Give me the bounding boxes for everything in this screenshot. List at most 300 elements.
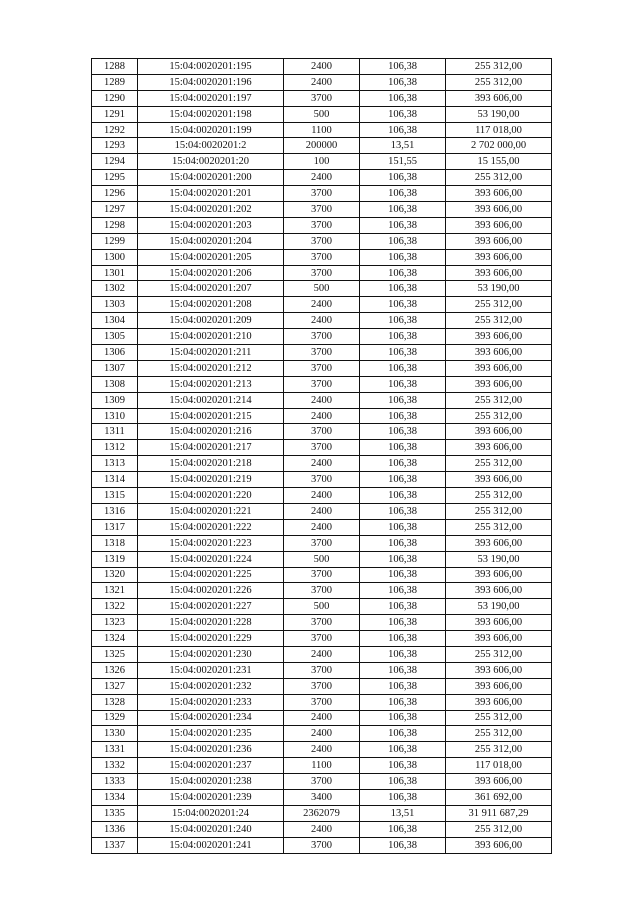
- table-row: [92, 726, 552, 742]
- table-row: [92, 233, 552, 249]
- rate-cell: 106,38: [360, 535, 446, 551]
- cadastral-number-cell: 15:04:0020201:209: [138, 313, 284, 329]
- area-cell: 2400: [284, 519, 360, 535]
- table-row: [92, 440, 552, 456]
- cadastral-number-cell: 15:04:0020201:226: [138, 583, 284, 599]
- area-cell: 3700: [284, 631, 360, 647]
- rate-cell: 106,38: [360, 408, 446, 424]
- cadastral-value-cell: 393 606,00: [446, 837, 552, 853]
- table-row: [92, 456, 552, 472]
- cadastral-number-cell: 15:04:0020201:223: [138, 535, 284, 551]
- row-number-cell: 1294: [92, 154, 138, 170]
- cadastral-value-cell: 255 312,00: [446, 408, 552, 424]
- area-cell: 2400: [284, 503, 360, 519]
- row-number-cell: 1321: [92, 583, 138, 599]
- area-cell: 500: [284, 551, 360, 567]
- rate-cell: 106,38: [360, 59, 446, 75]
- cadastral-number-cell: 15:04:0020201:240: [138, 821, 284, 837]
- area-cell: 2400: [284, 313, 360, 329]
- table-row: [92, 631, 552, 647]
- row-number-cell: 1288: [92, 59, 138, 75]
- rate-cell: 106,38: [360, 472, 446, 488]
- area-cell: 3700: [284, 217, 360, 233]
- cadastral-number-cell: 15:04:0020201:214: [138, 392, 284, 408]
- cadastral-number-cell: 15:04:0020201:198: [138, 106, 284, 122]
- row-number-cell: 1315: [92, 488, 138, 504]
- cadastral-number-cell: 15:04:0020201:199: [138, 122, 284, 138]
- cadastral-value-cell: 15 155,00: [446, 154, 552, 170]
- area-cell: 2400: [284, 456, 360, 472]
- row-number-cell: 1335: [92, 805, 138, 821]
- rate-cell: 106,38: [360, 488, 446, 504]
- table-row: [92, 154, 552, 170]
- cadastral-number-cell: 15:04:0020201:207: [138, 281, 284, 297]
- area-cell: 3700: [284, 424, 360, 440]
- cadastral-value-cell: 255 312,00: [446, 74, 552, 90]
- table-row: [92, 742, 552, 758]
- area-cell: 2400: [284, 821, 360, 837]
- cadastral-number-cell: 15:04:0020201:211: [138, 345, 284, 361]
- cadastral-value-cell: 2 702 000,00: [446, 138, 552, 154]
- area-cell: 2400: [284, 646, 360, 662]
- row-number-cell: 1304: [92, 313, 138, 329]
- rate-cell: 106,38: [360, 440, 446, 456]
- cadastral-value-cell: 393 606,00: [446, 774, 552, 790]
- area-cell: 1100: [284, 758, 360, 774]
- row-number-cell: 1318: [92, 535, 138, 551]
- row-number-cell: 1299: [92, 233, 138, 249]
- area-cell: 3700: [284, 329, 360, 345]
- cadastral-value-cell: 255 312,00: [446, 297, 552, 313]
- rate-cell: 106,38: [360, 249, 446, 265]
- cadastral-value-cell: 255 312,00: [446, 456, 552, 472]
- row-number-cell: 1328: [92, 694, 138, 710]
- area-cell: 2400: [284, 408, 360, 424]
- cadastral-value-cell: 393 606,00: [446, 249, 552, 265]
- rate-cell: 151,55: [360, 154, 446, 170]
- row-number-cell: 1331: [92, 742, 138, 758]
- area-cell: 2400: [284, 392, 360, 408]
- cadastral-value-cell: 393 606,00: [446, 440, 552, 456]
- rate-cell: 106,38: [360, 186, 446, 202]
- rate-cell: 106,38: [360, 615, 446, 631]
- area-cell: 3700: [284, 345, 360, 361]
- table-row: [92, 217, 552, 233]
- row-number-cell: 1306: [92, 345, 138, 361]
- area-cell: 2400: [284, 74, 360, 90]
- table-row: [92, 519, 552, 535]
- cadastral-value-cell: 393 606,00: [446, 186, 552, 202]
- cadastral-value-cell: 393 606,00: [446, 265, 552, 281]
- table-row: [92, 281, 552, 297]
- row-number-cell: 1298: [92, 217, 138, 233]
- cadastral-value-cell: 393 606,00: [446, 631, 552, 647]
- cadastral-value-cell: 255 312,00: [446, 59, 552, 75]
- cadastral-value-cell: 255 312,00: [446, 726, 552, 742]
- table-row: [92, 694, 552, 710]
- row-number-cell: 1292: [92, 122, 138, 138]
- cadastral-value-cell: 393 606,00: [446, 329, 552, 345]
- rate-cell: 106,38: [360, 74, 446, 90]
- cadastral-value-cell: 53 190,00: [446, 106, 552, 122]
- cadastral-value-cell: 393 606,00: [446, 202, 552, 218]
- cadastral-value-cell: 255 312,00: [446, 488, 552, 504]
- table-row: [92, 805, 552, 821]
- area-cell: 2400: [284, 710, 360, 726]
- cadastral-number-cell: 15:04:0020201:202: [138, 202, 284, 218]
- cadastral-number-cell: 15:04:0020201:205: [138, 249, 284, 265]
- rate-cell: 106,38: [360, 662, 446, 678]
- cadastral-number-cell: 15:04:0020201:227: [138, 599, 284, 615]
- table-row: [92, 392, 552, 408]
- cadastral-value-cell: 393 606,00: [446, 424, 552, 440]
- rate-cell: 106,38: [360, 694, 446, 710]
- table-row: [92, 710, 552, 726]
- cadastral-number-cell: 15:04:0020201:2: [138, 138, 284, 154]
- rate-cell: 106,38: [360, 392, 446, 408]
- area-cell: 500: [284, 599, 360, 615]
- cadastral-value-cell: 255 312,00: [446, 646, 552, 662]
- row-number-cell: 1297: [92, 202, 138, 218]
- table-row: [92, 106, 552, 122]
- cadastral-value-cell: 393 606,00: [446, 662, 552, 678]
- cadastral-number-cell: 15:04:0020201:239: [138, 789, 284, 805]
- row-number-cell: 1333: [92, 774, 138, 790]
- row-number-cell: 1325: [92, 646, 138, 662]
- cadastral-value-cell: 393 606,00: [446, 376, 552, 392]
- row-number-cell: 1323: [92, 615, 138, 631]
- rate-cell: 106,38: [360, 233, 446, 249]
- rate-cell: 106,38: [360, 567, 446, 583]
- table-row: [92, 535, 552, 551]
- table-row: [92, 789, 552, 805]
- cadastral-number-cell: 15:04:0020201:213: [138, 376, 284, 392]
- table-row: [92, 297, 552, 313]
- row-number-cell: 1308: [92, 376, 138, 392]
- table-row: [92, 74, 552, 90]
- table-row: [92, 265, 552, 281]
- area-cell: 3700: [284, 376, 360, 392]
- cadastral-number-cell: 15:04:0020201:197: [138, 90, 284, 106]
- row-number-cell: 1311: [92, 424, 138, 440]
- cadastral-number-cell: 15:04:0020201:24: [138, 805, 284, 821]
- cadastral-value-cell: 255 312,00: [446, 519, 552, 535]
- cadastral-number-cell: 15:04:0020201:196: [138, 74, 284, 90]
- cadastral-value-cell: 117 018,00: [446, 758, 552, 774]
- cadastral-value-cell: 255 312,00: [446, 503, 552, 519]
- area-cell: 3700: [284, 678, 360, 694]
- cadastral-number-cell: 15:04:0020201:219: [138, 472, 284, 488]
- table-row: [92, 567, 552, 583]
- row-number-cell: 1305: [92, 329, 138, 345]
- rate-cell: 106,38: [360, 726, 446, 742]
- table-row: [92, 408, 552, 424]
- row-number-cell: 1290: [92, 90, 138, 106]
- cadastral-value-cell: 117 018,00: [446, 122, 552, 138]
- rate-cell: 106,38: [360, 742, 446, 758]
- cadastral-number-cell: 15:04:0020201:208: [138, 297, 284, 313]
- rate-cell: 106,38: [360, 646, 446, 662]
- cadastral-number-cell: 15:04:0020201:231: [138, 662, 284, 678]
- table-row: [92, 599, 552, 615]
- row-number-cell: 1316: [92, 503, 138, 519]
- area-cell: 3700: [284, 662, 360, 678]
- table-row: [92, 329, 552, 345]
- area-cell: 3700: [284, 90, 360, 106]
- cadastral-number-cell: 15:04:0020201:230: [138, 646, 284, 662]
- row-number-cell: 1337: [92, 837, 138, 853]
- rate-cell: 106,38: [360, 678, 446, 694]
- table-row: [92, 249, 552, 265]
- cadastral-number-cell: 15:04:0020201:221: [138, 503, 284, 519]
- table-row: [92, 122, 552, 138]
- area-cell: 2400: [284, 488, 360, 504]
- cadastral-value-cell: 393 606,00: [446, 694, 552, 710]
- rate-cell: 106,38: [360, 631, 446, 647]
- area-cell: 3700: [284, 837, 360, 853]
- table-row: [92, 202, 552, 218]
- rate-cell: 106,38: [360, 265, 446, 281]
- cadastral-value-cell: 393 606,00: [446, 535, 552, 551]
- cadastral-number-cell: 15:04:0020201:233: [138, 694, 284, 710]
- row-number-cell: 1320: [92, 567, 138, 583]
- cadastral-number-cell: 15:04:0020201:235: [138, 726, 284, 742]
- cadastral-value-cell: 393 606,00: [446, 345, 552, 361]
- area-cell: 3700: [284, 535, 360, 551]
- row-number-cell: 1289: [92, 74, 138, 90]
- row-number-cell: 1309: [92, 392, 138, 408]
- area-cell: 3700: [284, 774, 360, 790]
- row-number-cell: 1327: [92, 678, 138, 694]
- table-row: [92, 503, 552, 519]
- rate-cell: 106,38: [360, 583, 446, 599]
- rate-cell: 106,38: [360, 456, 446, 472]
- cadastral-number-cell: 15:04:0020201:225: [138, 567, 284, 583]
- table-row: [92, 821, 552, 837]
- cadastral-number-cell: 15:04:0020201:238: [138, 774, 284, 790]
- table-row: [92, 583, 552, 599]
- rate-cell: 106,38: [360, 710, 446, 726]
- cadastral-number-cell: 15:04:0020201:216: [138, 424, 284, 440]
- cadastral-value-cell: 53 190,00: [446, 599, 552, 615]
- area-cell: 1100: [284, 122, 360, 138]
- rate-cell: 106,38: [360, 202, 446, 218]
- rate-cell: 106,38: [360, 313, 446, 329]
- cadastral-value-cell: 361 692,00: [446, 789, 552, 805]
- area-cell: 3700: [284, 472, 360, 488]
- cadastral-number-cell: 15:04:0020201:228: [138, 615, 284, 631]
- table-row: [92, 662, 552, 678]
- cadastral-number-cell: 15:04:0020201:210: [138, 329, 284, 345]
- area-cell: 100: [284, 154, 360, 170]
- rate-cell: 106,38: [360, 774, 446, 790]
- cadastral-number-cell: 15:04:0020201:200: [138, 170, 284, 186]
- area-cell: 2400: [284, 726, 360, 742]
- area-cell: 3700: [284, 360, 360, 376]
- cadastral-number-cell: 15:04:0020201:217: [138, 440, 284, 456]
- table-row: [92, 758, 552, 774]
- rate-cell: 106,38: [360, 599, 446, 615]
- table-row: [92, 488, 552, 504]
- table-row: [92, 551, 552, 567]
- area-cell: 2362079: [284, 805, 360, 821]
- row-number-cell: 1300: [92, 249, 138, 265]
- table-row: [92, 138, 552, 154]
- cadastral-number-cell: 15:04:0020201:201: [138, 186, 284, 202]
- table-row: [92, 678, 552, 694]
- table-row: [92, 345, 552, 361]
- rate-cell: 13,51: [360, 138, 446, 154]
- rate-cell: 106,38: [360, 519, 446, 535]
- row-number-cell: 1336: [92, 821, 138, 837]
- row-number-cell: 1329: [92, 710, 138, 726]
- rate-cell: 106,38: [360, 106, 446, 122]
- cadastral-value-cell: 393 606,00: [446, 90, 552, 106]
- cadastral-value-table: [91, 58, 552, 854]
- area-cell: 3400: [284, 789, 360, 805]
- rate-cell: 106,38: [360, 758, 446, 774]
- cadastral-number-cell: 15:04:0020201:241: [138, 837, 284, 853]
- table-body: [92, 59, 552, 854]
- cadastral-value-cell: 393 606,00: [446, 678, 552, 694]
- row-number-cell: 1317: [92, 519, 138, 535]
- cadastral-number-cell: 15:04:0020201:206: [138, 265, 284, 281]
- area-cell: 3700: [284, 567, 360, 583]
- cadastral-number-cell: 15:04:0020201:212: [138, 360, 284, 376]
- table-row: [92, 376, 552, 392]
- cadastral-value-cell: 255 312,00: [446, 710, 552, 726]
- area-cell: 500: [284, 106, 360, 122]
- table-row: [92, 186, 552, 202]
- cadastral-number-cell: 15:04:0020201:204: [138, 233, 284, 249]
- row-number-cell: 1322: [92, 599, 138, 615]
- table-row: [92, 615, 552, 631]
- rate-cell: 13,51: [360, 805, 446, 821]
- area-cell: 2400: [284, 742, 360, 758]
- rate-cell: 106,38: [360, 837, 446, 853]
- cadastral-number-cell: 15:04:0020201:222: [138, 519, 284, 535]
- cadastral-number-cell: 15:04:0020201:218: [138, 456, 284, 472]
- cadastral-value-cell: 393 606,00: [446, 583, 552, 599]
- row-number-cell: 1334: [92, 789, 138, 805]
- rate-cell: 106,38: [360, 424, 446, 440]
- area-cell: 3700: [284, 440, 360, 456]
- cadastral-number-cell: 15:04:0020201:234: [138, 710, 284, 726]
- cadastral-number-cell: 15:04:0020201:229: [138, 631, 284, 647]
- area-cell: 2400: [284, 297, 360, 313]
- rate-cell: 106,38: [360, 297, 446, 313]
- cadastral-value-cell: 255 312,00: [446, 392, 552, 408]
- area-cell: 3700: [284, 233, 360, 249]
- cadastral-value-cell: 53 190,00: [446, 551, 552, 567]
- cadastral-number-cell: 15:04:0020201:203: [138, 217, 284, 233]
- table-row: [92, 424, 552, 440]
- rate-cell: 106,38: [360, 821, 446, 837]
- rate-cell: 106,38: [360, 217, 446, 233]
- rate-cell: 106,38: [360, 170, 446, 186]
- area-cell: 3700: [284, 615, 360, 631]
- area-cell: 500: [284, 281, 360, 297]
- cadastral-value-cell: 393 606,00: [446, 360, 552, 376]
- row-number-cell: 1324: [92, 631, 138, 647]
- area-cell: 2400: [284, 170, 360, 186]
- cadastral-number-cell: 15:04:0020201:224: [138, 551, 284, 567]
- cadastral-number-cell: 15:04:0020201:220: [138, 488, 284, 504]
- cadastral-value-cell: 393 606,00: [446, 567, 552, 583]
- area-cell: 3700: [284, 265, 360, 281]
- table-row: [92, 170, 552, 186]
- table-row: [92, 360, 552, 376]
- cadastral-value-cell: 393 606,00: [446, 472, 552, 488]
- row-number-cell: 1301: [92, 265, 138, 281]
- cadastral-value-cell: 255 312,00: [446, 170, 552, 186]
- cadastral-number-cell: 15:04:0020201:20: [138, 154, 284, 170]
- table-row: [92, 837, 552, 853]
- cadastral-value-cell: 53 190,00: [446, 281, 552, 297]
- area-cell: 200000: [284, 138, 360, 154]
- rate-cell: 106,38: [360, 329, 446, 345]
- area-cell: 3700: [284, 583, 360, 599]
- rate-cell: 106,38: [360, 122, 446, 138]
- rate-cell: 106,38: [360, 376, 446, 392]
- rate-cell: 106,38: [360, 281, 446, 297]
- cadastral-number-cell: 15:04:0020201:195: [138, 59, 284, 75]
- table-row: [92, 90, 552, 106]
- row-number-cell: 1302: [92, 281, 138, 297]
- table-row: [92, 646, 552, 662]
- row-number-cell: 1332: [92, 758, 138, 774]
- table-row: [92, 472, 552, 488]
- rate-cell: 106,38: [360, 551, 446, 567]
- area-cell: 3700: [284, 249, 360, 265]
- cadastral-number-cell: 15:04:0020201:215: [138, 408, 284, 424]
- table-row: [92, 313, 552, 329]
- row-number-cell: 1314: [92, 472, 138, 488]
- cadastral-value-cell: 31 911 687,29: [446, 805, 552, 821]
- rate-cell: 106,38: [360, 345, 446, 361]
- cadastral-value-cell: 393 606,00: [446, 217, 552, 233]
- cadastral-value-cell: 393 606,00: [446, 233, 552, 249]
- row-number-cell: 1307: [92, 360, 138, 376]
- cadastral-number-cell: 15:04:0020201:232: [138, 678, 284, 694]
- table-row: [92, 774, 552, 790]
- table-row: [92, 59, 552, 75]
- area-cell: 3700: [284, 202, 360, 218]
- rate-cell: 106,38: [360, 789, 446, 805]
- cadastral-value-cell: 255 312,00: [446, 313, 552, 329]
- row-number-cell: 1330: [92, 726, 138, 742]
- row-number-cell: 1296: [92, 186, 138, 202]
- cadastral-value-cell: 393 606,00: [446, 615, 552, 631]
- row-number-cell: 1312: [92, 440, 138, 456]
- row-number-cell: 1295: [92, 170, 138, 186]
- rate-cell: 106,38: [360, 503, 446, 519]
- cadastral-value-cell: 255 312,00: [446, 742, 552, 758]
- cadastral-number-cell: 15:04:0020201:237: [138, 758, 284, 774]
- cadastral-number-cell: 15:04:0020201:236: [138, 742, 284, 758]
- row-number-cell: 1313: [92, 456, 138, 472]
- area-cell: 3700: [284, 694, 360, 710]
- rate-cell: 106,38: [360, 90, 446, 106]
- row-number-cell: 1326: [92, 662, 138, 678]
- row-number-cell: 1319: [92, 551, 138, 567]
- row-number-cell: 1303: [92, 297, 138, 313]
- area-cell: 2400: [284, 59, 360, 75]
- rate-cell: 106,38: [360, 360, 446, 376]
- row-number-cell: 1291: [92, 106, 138, 122]
- row-number-cell: 1293: [92, 138, 138, 154]
- area-cell: 3700: [284, 186, 360, 202]
